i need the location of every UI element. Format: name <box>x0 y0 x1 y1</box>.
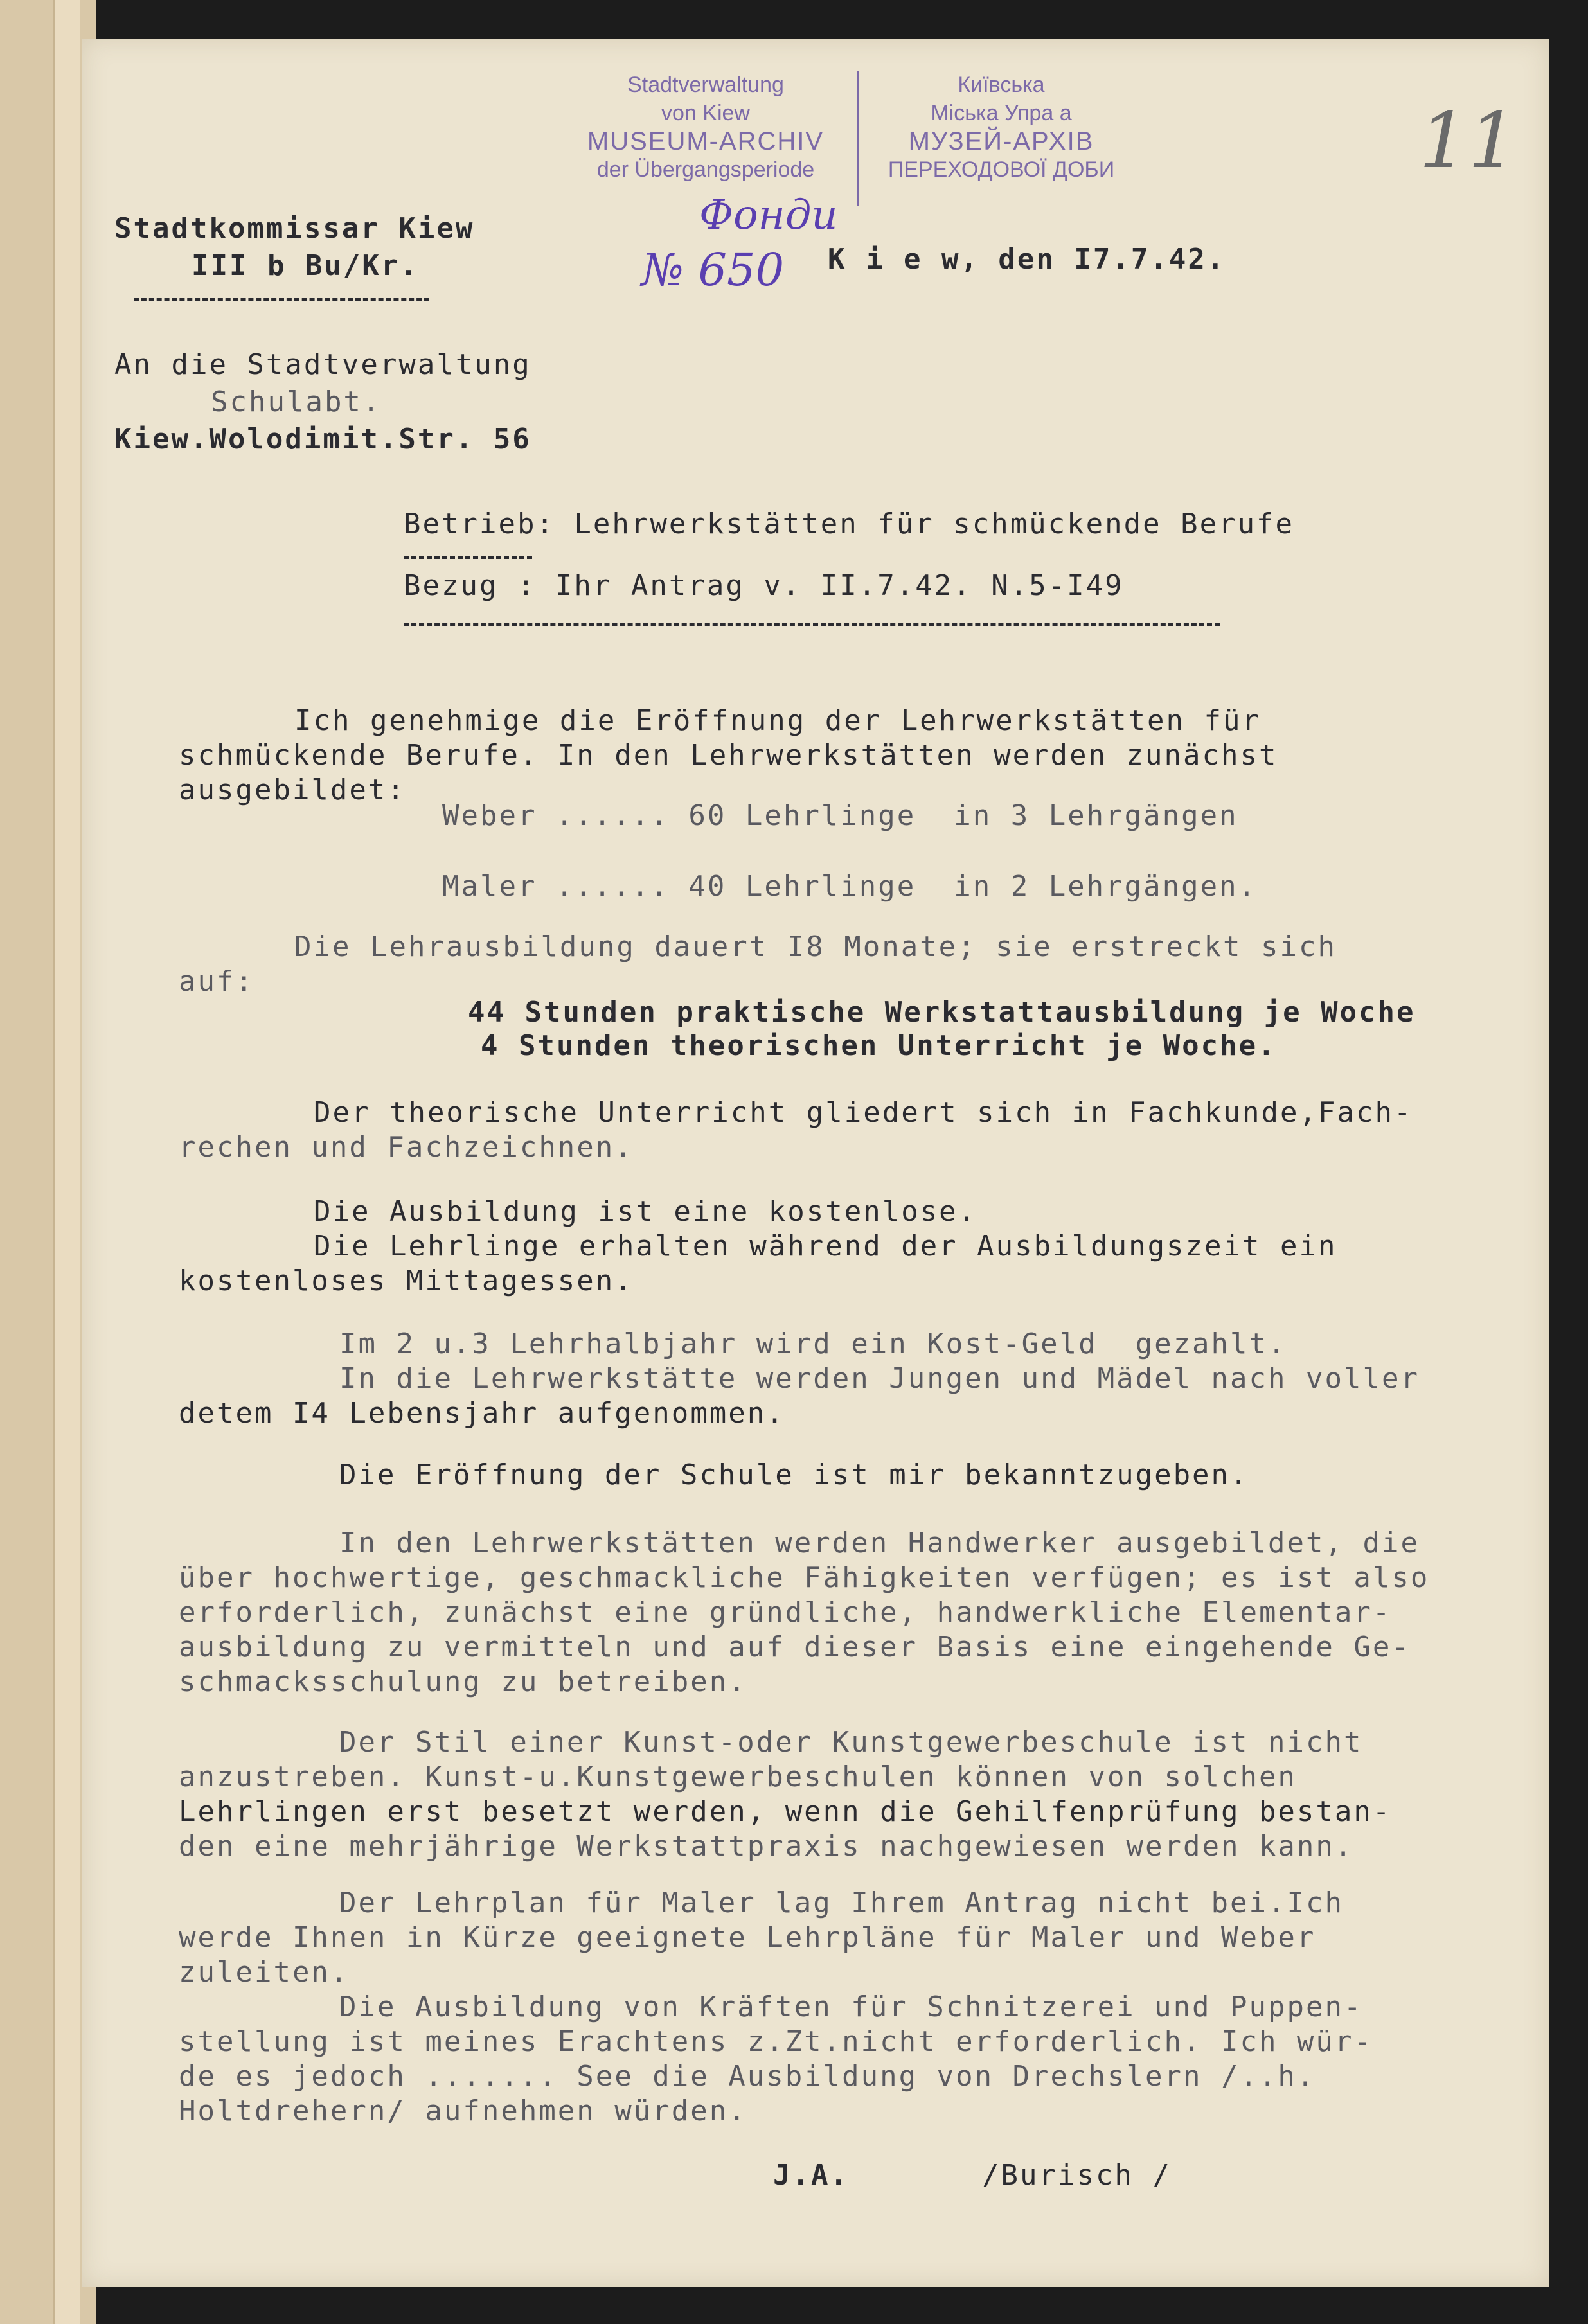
body-line: rechen und Fachzeichnen. <box>179 1131 634 1164</box>
recipient-line-2: Schulabt. <box>211 386 382 418</box>
body-line: Die Ausbildung ist eine kostenlose. <box>314 1195 977 1228</box>
stamp-line: МУЗЕЙ-АРХІВ <box>908 127 1094 155</box>
body-line: schmückende Berufe. In den Lehrwerkstätten werden zunächst <box>179 739 1278 772</box>
stamp-divider <box>857 71 859 206</box>
body-line: Die Eröffnung der Schule ist mir bekanntzugeben. <box>339 1459 1249 1491</box>
recipient-line-3: Kiew.Wolodimit.Str. 56 <box>114 423 531 456</box>
sender-line-1: Stadtkommissar Kiew <box>114 212 475 245</box>
stamp-german <box>558 71 853 184</box>
body-line: Die Ausbildung von Kräften für Schnitzerei und Puppen- <box>339 1991 1363 2023</box>
signature-ia: J.A. <box>773 2159 849 2192</box>
body-line: werde Ihnen in Kürze geeignete Lehrpläne für Maler und Weber <box>179 1921 1316 1954</box>
body-line: Ich genehmige die Eröffnung der Lehrwerkstätten für <box>294 704 1262 737</box>
body-line: schmacksschulung zu betreiben. <box>179 1665 747 1698</box>
body-line: In die Lehrwerkstätte werden Jungen und Mädel nach voller <box>339 1362 1420 1395</box>
stamp-line: Stadtverwaltung <box>627 73 784 97</box>
letter-page <box>82 39 1549 2287</box>
betrieb-underline <box>404 556 532 559</box>
body-line: Lehrlingen erst besetzt werden, wenn die Gehilfenprüfung bestan- <box>179 1795 1392 1828</box>
body-line: detem I4 Lebensjahr aufgenommen. <box>179 1397 785 1430</box>
body-line: anzustreben. Kunst-u.Kunstgewerbeschulen können von solchen <box>179 1761 1297 1793</box>
body-line: de es jedoch ....... See die Ausbildung von Drechslern /..h. <box>179 2060 1316 2093</box>
body-line: 44 Stunden praktische Werkstattausbildung je Woche <box>468 996 1416 1029</box>
body-line: den eine mehrjährige Werkstattpraxis nachgewiesen werden kann. <box>179 1830 1354 1863</box>
body-line: über hochwertige, geschmackliche Fähigkeiten verfügen; es ist also <box>179 1561 1430 1594</box>
body-line: Der theorische Unterricht gliedert sich in Fachkunde,Fach- <box>314 1096 1413 1129</box>
body-line: ausgebildet: <box>179 774 406 806</box>
body-line: Die Lehrlinge erhalten während der Ausbildungszeit ein <box>314 1230 1337 1263</box>
body-line: In den Lehrwerkstätten werden Handwerker ausgebildet, die <box>339 1527 1420 1559</box>
body-line: auf: <box>179 965 254 998</box>
body-line: ausbildung zu vermitteln und auf dieser Basis eine eingehende Ge- <box>179 1631 1411 1663</box>
archive-stamp <box>558 71 1149 199</box>
sender-line-2: III b Bu/Kr. <box>192 249 419 282</box>
stamp-line: Київська <box>958 73 1045 97</box>
pencil-page-number: 11 <box>1419 96 1517 186</box>
sender-underline <box>134 298 429 301</box>
subject-underline <box>404 623 1220 626</box>
body-line: Weber ...... 60 Lehrlinge in 3 Lehrgängen <box>442 799 1238 832</box>
place-date: K i e w, den I7.7.42. <box>828 243 1226 276</box>
subject-bezug: Bezug : Ihr Antrag v. II.7.42. N.5-I49 <box>404 569 1124 602</box>
stamp-line: von Kiew <box>661 101 750 125</box>
body-line: Maler ...... 40 Lehrlinge in 2 Lehrgängen. <box>442 870 1258 903</box>
body-line: Der Lehrplan für Maler lag Ihrem Antrag nicht bei.Ich <box>339 1886 1344 1919</box>
body-line: Im 2 u.3 Lehrhalbjahr wird ein Kost-Geld gezahlt. <box>339 1327 1287 1360</box>
underlying-sheet-edge <box>53 0 80 2324</box>
body-line: Holtdrehern/ aufnehmen würden. <box>179 2095 747 2127</box>
stamp-line: ПЕРЕХОДОВОЇ ДОБИ <box>888 157 1115 182</box>
body-line: Der Stil einer Kunst-oder Kunstgewerbeschule ist nicht <box>339 1726 1363 1759</box>
stamp-line: der Übergangsperiode <box>596 157 815 182</box>
signature-name: /Burisch / <box>982 2159 1172 2192</box>
body-line: 4 Stunden theorischen Unterricht je Woche. <box>481 1029 1277 1062</box>
subject-betrieb: Betrieb: Lehrwerkstätten für schmückende Berufe <box>404 508 1295 540</box>
stamp-line: MUSEUM-ARCHIV <box>587 127 825 155</box>
body-line: Die Lehrausbildung dauert I8 Monate; sie erstreckt sich <box>294 930 1337 963</box>
body-line: zuleiten. <box>179 1956 350 1989</box>
handwritten-fond: Фонди <box>699 191 838 239</box>
body-line: kostenloses Mittagessen. <box>179 1264 634 1297</box>
body-line: erforderlich, zunächst eine gründliche, handwerkliche Elementar- <box>179 1596 1392 1629</box>
stamp-line: Міська Упра а <box>931 101 1072 125</box>
stamp-ukrainian <box>863 71 1139 184</box>
handwritten-number: № 650 <box>641 244 785 296</box>
body-line: stellung ist meines Erachtens z.Zt.nicht erforderlich. Ich wür- <box>179 2025 1373 2058</box>
recipient-line-1: An die Stadtverwaltung <box>114 348 531 381</box>
